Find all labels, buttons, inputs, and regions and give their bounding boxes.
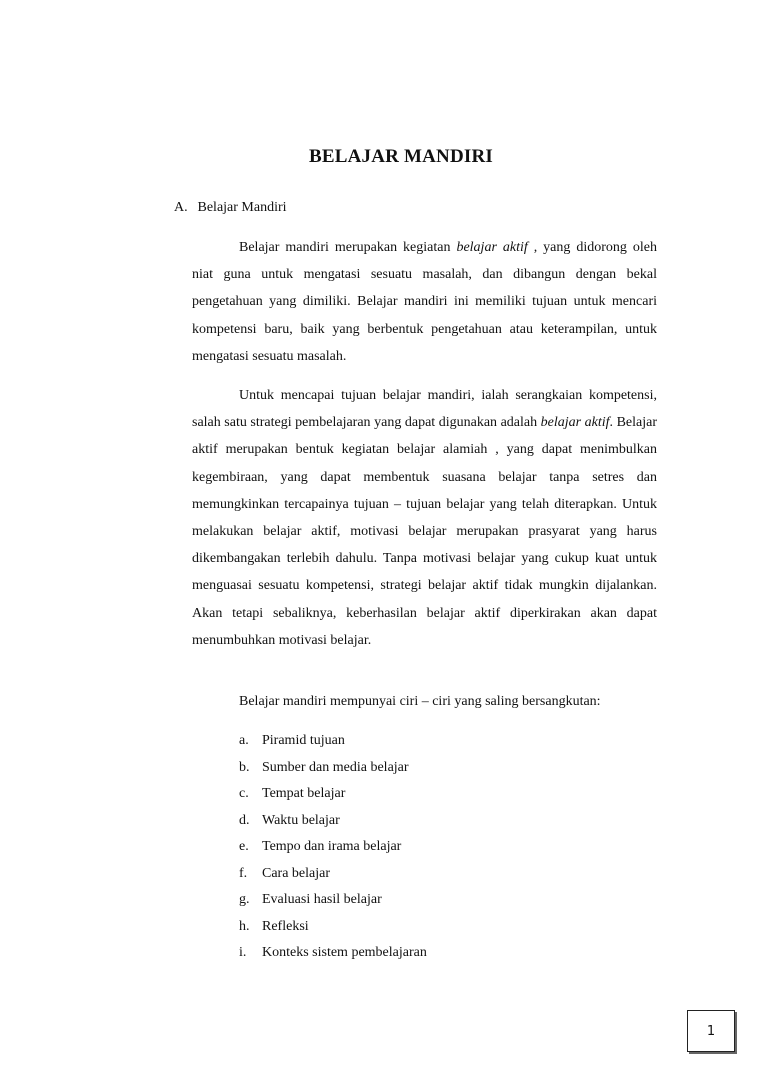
section-letter: A. — [174, 200, 188, 215]
list-marker: c. — [239, 786, 249, 801]
paragraph-2-text-b: . Belajar aktif merupakan bentuk kegiatan belajar alamiah , yang dapat menimbulkan kegembiraan, yang dapat membentuk suasana belajar tanpa setres dan memungkinkan tercapainya tujuan – tujuan belajar yang telah diterapkan. Untuk melakukan belajar aktif, motivasi belajar merupakan prasyarat yang harus dikembangakan terlebih dahulu. Tanpa motivasi belajar yang cukup kuat untuk menguasai sesuatu kompetensi, strategi belajar aktif tidak mungkin dijalankan. Akan tetapi sebaliknya, keberhasilan belajar aktif diperkirakan akan dapat menumbuhkan motivasi belajar. — [192, 415, 657, 648]
list-item-text: Evaluasi hasil belajar — [262, 892, 382, 907]
list-item — [239, 861, 427, 888]
list-item — [239, 755, 427, 782]
list-item — [239, 914, 427, 941]
list-marker: g. — [239, 892, 250, 907]
list-item — [239, 940, 427, 967]
document-title: BELAJAR MANDIRI — [308, 146, 494, 167]
paragraph-1-text-b: , yang didorong oleh niat guna untuk mengatasi sesuatu masalah, dan dibangun dengan bekal pengetahuan yang dimiliki. Belajar mandiri ini memiliki tujuan untuk mencari kompetensi baru, baik yang berbentuk pengetahuan atau keterampilan, untuk mengatasi sesuatu masalah. — [192, 240, 657, 364]
paragraph-1-text-a: Belajar mandiri merupakan kegiatan — [239, 240, 457, 255]
paragraph-2-text-a: Untuk mencapai tujuan belajar mandiri, ialah serangkaian kompetensi, salah satu strategi pembelajaran yang dapat digunakan adalah — [192, 388, 657, 431]
list-item — [239, 887, 427, 914]
list-item-text: Tempat belajar — [262, 786, 346, 801]
characteristics-list — [239, 728, 427, 967]
list-marker: f. — [239, 865, 248, 881]
paragraph-1-italic: belajar aktif — [456, 240, 528, 255]
list-item-text: Refleksi — [262, 918, 309, 934]
section-heading — [174, 200, 287, 216]
list-item-text: Waktu belajar — [262, 812, 340, 828]
list-marker: h. — [239, 918, 250, 934]
list-item-text: Tempo dan irama belajar — [262, 839, 402, 854]
paragraph-1 — [192, 234, 657, 370]
list-item-text: Sumber dan media belajar — [262, 759, 409, 775]
paragraph-3: Belajar mandiri mempunyai ciri – ciri yang saling bersangkutan: — [239, 694, 601, 709]
list-marker: a. — [239, 733, 249, 748]
list-item-text: Cara belajar — [262, 865, 331, 881]
section-heading-text: Belajar Mandiri — [197, 200, 287, 215]
page-number-box — [687, 1010, 735, 1052]
paragraph-2 — [192, 382, 657, 654]
list-marker: d. — [239, 812, 250, 828]
list-marker: b. — [239, 759, 250, 775]
list-item-text: Piramid tujuan — [262, 733, 345, 748]
list-marker: i. — [239, 945, 247, 960]
list-marker: e. — [239, 839, 249, 854]
list-item — [239, 834, 427, 861]
list-item — [239, 728, 427, 755]
list-item-text: Konteks sistem pembelajaran — [262, 945, 427, 960]
list-item — [239, 781, 427, 808]
list-item — [239, 808, 427, 835]
page-number: 1 — [706, 1023, 716, 1039]
paragraph-2-italic: belajar aktif — [540, 415, 610, 431]
